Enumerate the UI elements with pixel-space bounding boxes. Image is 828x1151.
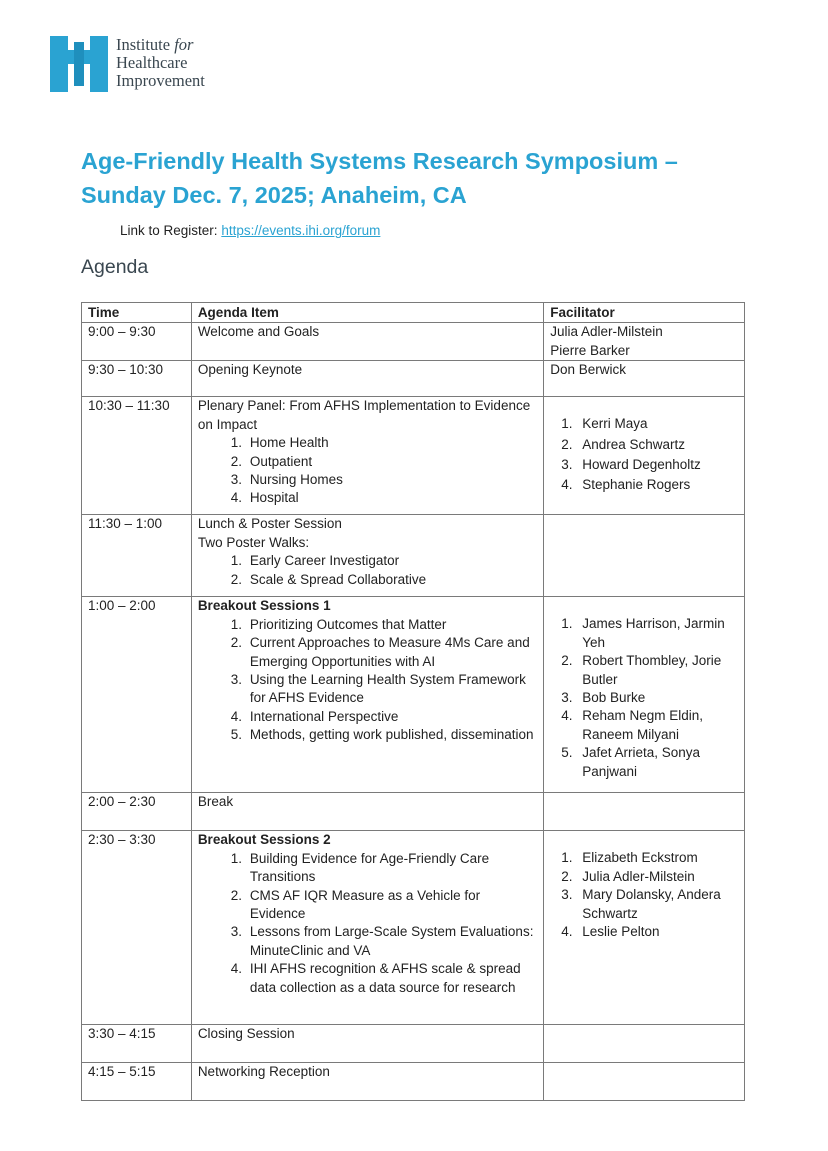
table-row: [82, 1025, 745, 1063]
facilitator-cell: [544, 1063, 745, 1101]
facilitator-cell: [544, 831, 745, 1025]
list-item: 4. Leslie Pelton: [576, 923, 738, 941]
register-link[interactable]: https://events.ihi.org/forum: [221, 223, 381, 238]
list-item: 4. Hospital: [246, 489, 537, 507]
register-label: Link to Register:: [120, 223, 218, 238]
list-item: 2. Julia Adler-Milstein: [576, 868, 738, 886]
facilitator-cell: Julia Adler-Milstein Pierre Barker: [544, 323, 745, 361]
title-line-2: Sunday Dec. 7, 2025; Anaheim, CA: [81, 182, 467, 208]
list-item: 4. IHI AFHS recognition & AFHS scale & spread data collection as a data source for research: [246, 960, 537, 997]
item-cell: Welcome and Goals: [191, 323, 543, 361]
list-item: 3. Lessons from Large-Scale System Evaluations: MinuteClinic and VA: [246, 923, 537, 960]
table-row: [82, 1063, 745, 1101]
header-facilitator: Facilitator: [544, 303, 745, 323]
item-cell: Breakout Sessions 1 1. Prioritizing Outcomes that Matter 2. Current Approaches to Measure 4Ms Care and Emerging Opportunities with AI 3. Using the Learning Health System Framework for AFHS Evidence 4. International Perspective 5. Methods, getting work published, dissemination: [191, 597, 543, 793]
item-cell: Lunch & Poster Session Two Poster Walks: 1. Early Career Investigator 2. Scale & Spread Collaborative: [191, 515, 543, 597]
ihi-logo: [50, 36, 250, 96]
list-item: 4. International Perspective: [246, 708, 537, 726]
table-row: [82, 597, 745, 793]
item-cell: Networking Reception: [191, 1063, 543, 1101]
ihi-logo-mark-icon: [50, 36, 108, 92]
facilitator-cell: [544, 515, 745, 597]
list-item: 2. CMS AF IQR Measure as a Vehicle for Evidence: [246, 887, 537, 924]
item-cell: Breakout Sessions 2 1. Building Evidence for Age-Friendly Care Transitions 2. CMS AF IQR Measure as a Vehicle for Evidence 3. Lessons from Large-Scale System Evaluations: MinuteClinic and VA 4. IHI AFHS recognition & AFHS scale & spread data collection as a data source for research: [191, 831, 543, 1025]
list-item: 2. Robert Thombley, Jorie Butler: [576, 652, 738, 689]
table-row: [82, 323, 745, 361]
list-item: 1. Prioritizing Outcomes that Matter: [246, 616, 537, 634]
time-cell: 4:15 – 5:15: [82, 1063, 192, 1101]
list-item: 1. Home Health: [246, 434, 537, 452]
time-cell: 11:30 – 1:00: [82, 515, 192, 597]
list-item: 1. James Harrison, Jarmin Yeh: [576, 615, 738, 652]
table-row: [82, 793, 745, 831]
facilitator-cell: [544, 397, 745, 515]
list-item: 5. Methods, getting work published, dissemination: [246, 726, 537, 744]
title-line-1: Age-Friendly Health Systems Research Symposium –: [81, 148, 678, 174]
table-row: [82, 361, 745, 397]
facilitator-cell: [544, 1025, 745, 1063]
list-item: 4. Stephanie Rogers: [576, 476, 738, 494]
time-cell: 2:30 – 3:30: [82, 831, 192, 1025]
list-item: 3. Howard Degenholtz: [576, 456, 738, 474]
item-cell: Closing Session: [191, 1025, 543, 1063]
list-item: 1. Kerri Maya: [576, 415, 738, 433]
time-cell: 9:30 – 10:30: [82, 361, 192, 397]
time-cell: 9:00 – 9:30: [82, 323, 192, 361]
item-cell: Opening Keynote: [191, 361, 543, 397]
facilitator-cell: Don Berwick: [544, 361, 745, 397]
facilitator-cell: [544, 793, 745, 831]
agenda-heading: Agenda: [81, 256, 149, 278]
agenda-table: [81, 302, 745, 1101]
list-item: 1. Elizabeth Eckstrom: [576, 849, 738, 867]
table-row: [82, 831, 745, 1025]
list-item: 2. Current Approaches to Measure 4Ms Care and Emerging Opportunities with AI: [246, 634, 537, 671]
header-agenda-item: Agenda Item: [191, 303, 543, 323]
item-cell: Break: [191, 793, 543, 831]
register-line: [120, 223, 380, 238]
list-item: 4. Reham Negm Eldin, Raneem Milyani: [576, 707, 738, 744]
table-header-row: [82, 303, 745, 323]
table-row: [82, 515, 745, 597]
list-item: 3. Using the Learning Health System Framework for AFHS Evidence: [246, 671, 537, 708]
list-item: 1. Building Evidence for Age-Friendly Care Transitions: [246, 850, 537, 887]
time-cell: 10:30 – 11:30: [82, 397, 192, 515]
facilitator-cell: [544, 597, 745, 793]
time-cell: 1:00 – 2:00: [82, 597, 192, 793]
page-title: [81, 144, 781, 212]
list-item: 3. Bob Burke: [576, 689, 738, 707]
time-cell: 2:00 – 2:30: [82, 793, 192, 831]
list-item: 2. Scale & Spread Collaborative: [246, 571, 537, 589]
list-item: 1. Early Career Investigator: [246, 552, 537, 570]
header-time: Time: [82, 303, 192, 323]
list-item: 3. Nursing Homes: [246, 471, 537, 489]
list-item: 2. Outpatient: [246, 453, 537, 471]
list-item: 5. Jafet Arrieta, Sonya Panjwani: [576, 744, 738, 781]
logo-wordmark: Institute for Healthcare Improvement: [116, 35, 205, 90]
list-item: 3. Mary Dolansky, Andera Schwartz: [576, 886, 738, 923]
table-row: [82, 397, 745, 515]
list-item: 2. Andrea Schwartz: [576, 436, 738, 454]
time-cell: 3:30 – 4:15: [82, 1025, 192, 1063]
item-cell: Plenary Panel: From AFHS Implementation to Evidence on Impact 1. Home Health 2. Outpatient 3. Nursing Homes 4. Hospital: [191, 397, 543, 515]
